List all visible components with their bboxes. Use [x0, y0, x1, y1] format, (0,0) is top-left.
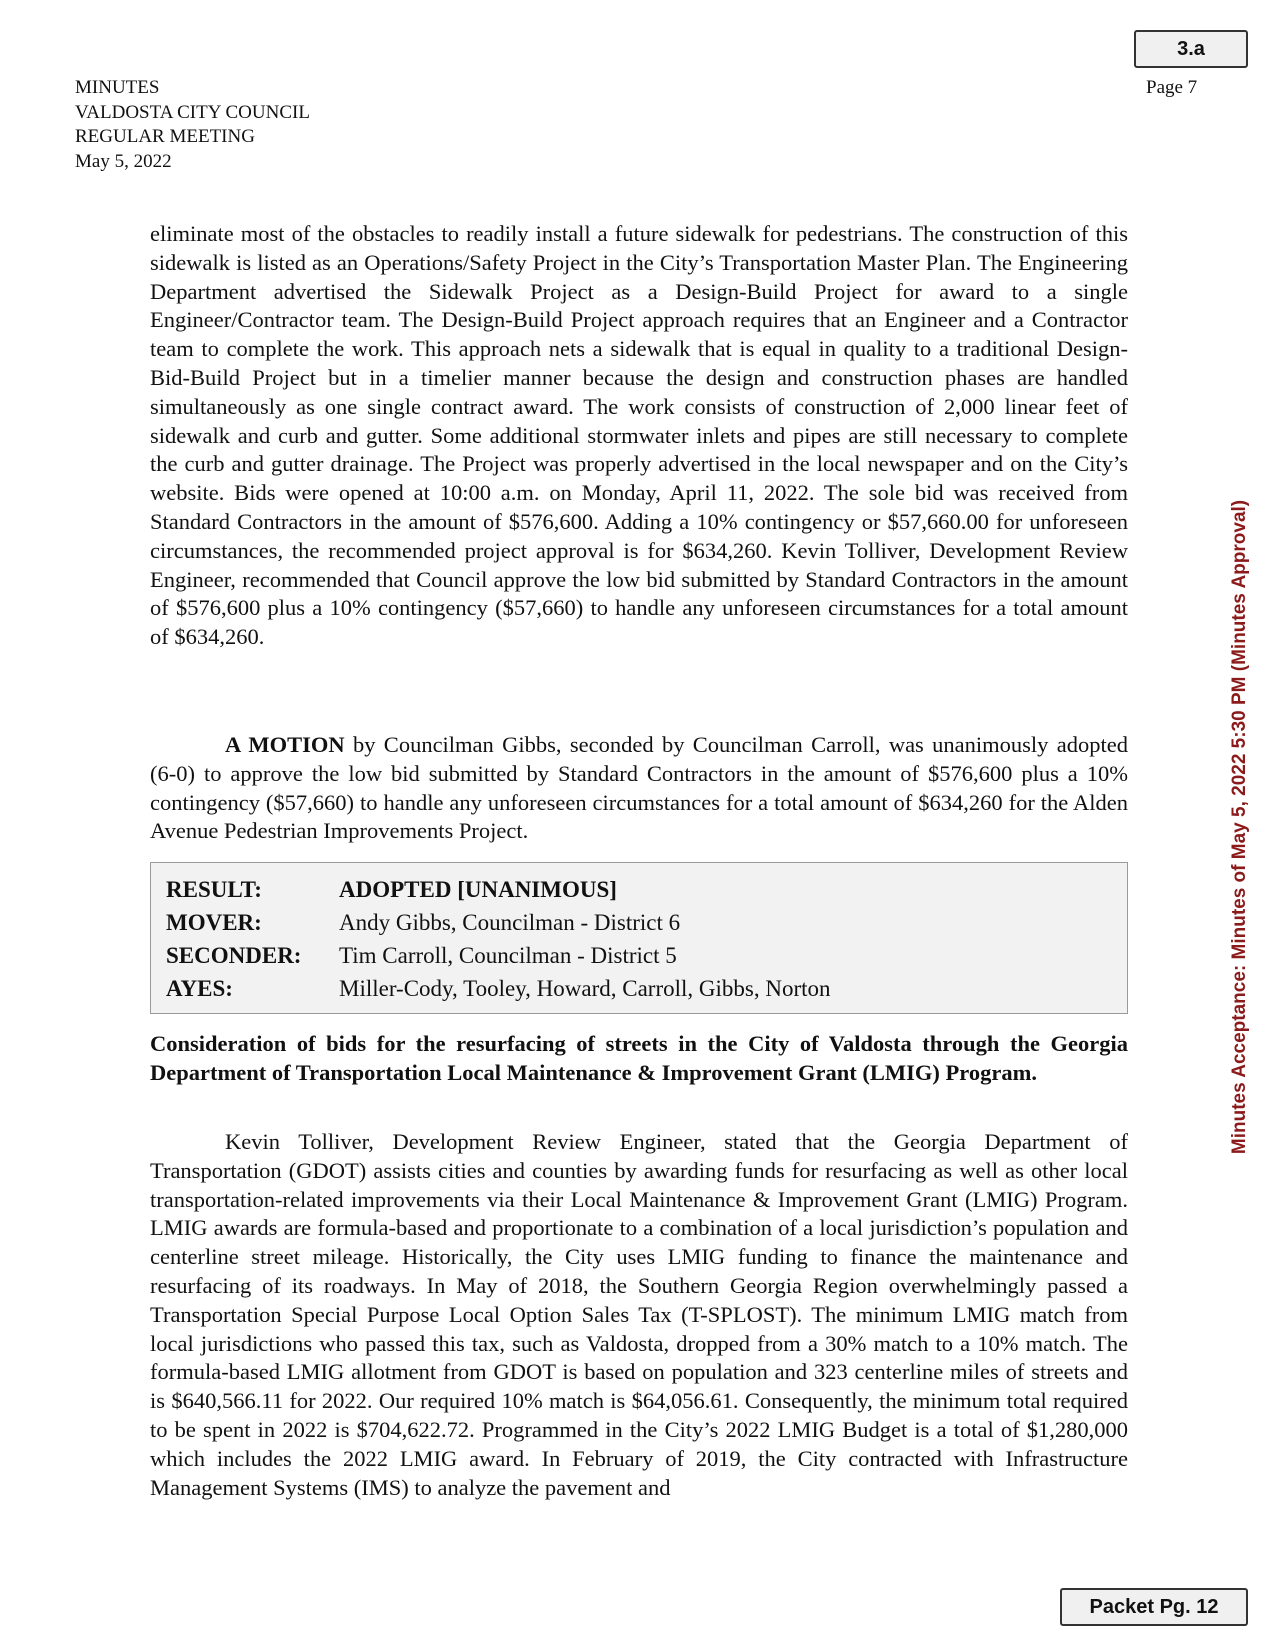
- motion-paragraph: [150, 731, 1128, 846]
- seconder-value: Tim Carroll, Councilman - District 5: [339, 943, 677, 968]
- lmig-section-heading: Consideration of bids for the resurfacing of streets in the City of Valdosta through the Georgia Department of Transportation Local Maintenance & Improvement Grant (LMIG) Program.: [150, 1031, 1128, 1085]
- seconder-row: [166, 939, 1112, 972]
- vote-result-box: [150, 862, 1128, 1014]
- page-number: Page 7: [1146, 77, 1198, 98]
- ayes-value: Miller-Cody, Tooley, Howard, Carroll, Gibbs, Norton: [339, 976, 831, 1001]
- result-row: [166, 873, 1112, 906]
- agenda-item-badge: 3.a: [1134, 30, 1248, 68]
- result-value: ADOPTED [UNANIMOUS]: [339, 877, 617, 902]
- header-minutes: MINUTES: [75, 77, 160, 98]
- result-label: RESULT:: [166, 877, 262, 902]
- lmig-paragraph: Kevin Tolliver, Development Review Engineer, stated that the Georgia Department of Transportation (GDOT) assists cities and counties by awarding funds for resurfacing as well as other local transportation-related improvements via their Local Maintenance & Improvement Grant (LMIG) Program. LMIG awards are formula-based and proportionate to a combination of a local jurisdiction’s population and centerline street mileage. Historically, the City uses LMIG funding to finance the maintenance and resurfacing of its roadways. In May of 2018, the Southern Georgia Region overwhelmingly passed a Transportation Special Purpose Local Option Sales Tax (T-SPLOST). The minimum LMIG match from local jurisdictions who passed this tax, such as Valdosta, dropped from a 30% match to a 10% match. The formula-based LMIG allotment from GDOT is based on population and 323 centerline miles of streets and is $640,566.11 for 2022. Our required 10% match is $64,056.61. Consequently, the minimum total required to be spent in 2022 is $704,622.72. Programmed in the City’s 2022 LMIG Budget is a total of $1,280,000 which includes the 2022 LMIG award. In February of 2019, the City contracted with Infrastructure Management Systems (IMS) to analyze the pavement and: [150, 1129, 1128, 1500]
- minutes-acceptance-note: Minutes Acceptance: Minutes of May 5, 2022 5:30 PM (Minutes Approval): [1229, 499, 1250, 1155]
- packet-page-badge: Packet Pg. 12: [1060, 1588, 1248, 1626]
- minutes-header: [75, 76, 310, 174]
- mover-row: [166, 906, 1112, 939]
- mover-label: MOVER:: [166, 910, 262, 935]
- header-council: VALDOSTA CITY COUNCIL: [75, 101, 310, 123]
- ayes-row: [166, 972, 1112, 1005]
- seconder-label: SECONDER:: [166, 943, 302, 968]
- sidewalk-project-paragraph: eliminate most of the obstacles to readily install a future sidewalk for pedestrians. The construction of this sidewalk is listed as an Operations/Safety Project in the City’s Transportation Master Plan. The Engineering Department advertised the Sidewalk Project as a Design-Build Project for award to a single Engineer/Contractor team. The Design-Build Project approach requires that an Engineer and a Contractor team to complete the work. This approach nets a sidewalk that is equal in quality to a traditional Design-Bid-Build Project but in a timelier manner because the design and construction phases are handled simultaneously as one single contract award. The work consists of construction of 2,000 linear feet of sidewalk and curb and gutter. Some additional stormwater inlets and pipes are still necessary to complete the curb and gutter drainage. The Project was properly advertised in the local newspaper and on the City’s website. Bids were opened at 10:00 a.m. on Monday, April 11, 2022. The sole bid was received from Standard Contractors in the amount of $576,600. Adding a 10% contingency or $57,660.00 for unforeseen circumstances, the recommended project approval is for $634,260. Kevin Tolliver, Development Review Engineer, recommended that Council approve the low bid submitted by Standard Contractors in the amount of $576,600 plus a 10% contingency ($57,660) to handle any unforeseen circumstances for a total amount of $634,260.: [150, 221, 1128, 650]
- motion-lead: A MOTION: [225, 732, 345, 757]
- ayes-label: AYES:: [166, 976, 233, 1001]
- header-meeting-type: REGULAR MEETING: [75, 126, 255, 147]
- header-date: May 5, 2022: [75, 150, 172, 172]
- mover-value: Andy Gibbs, Councilman - District 6: [339, 910, 681, 935]
- motion-text: by Councilman Gibbs, seconded by Councilman Carroll, was unanimously adopted (6-0) to approve the low bid submitted by Standard Contractors in the amount of $576,600 plus a 10% contingency ($57,660) to handle any unforeseen circumstances for a total amount of $634,260 for the Alden Avenue Pedestrian Improvements Project.: [150, 732, 1128, 844]
